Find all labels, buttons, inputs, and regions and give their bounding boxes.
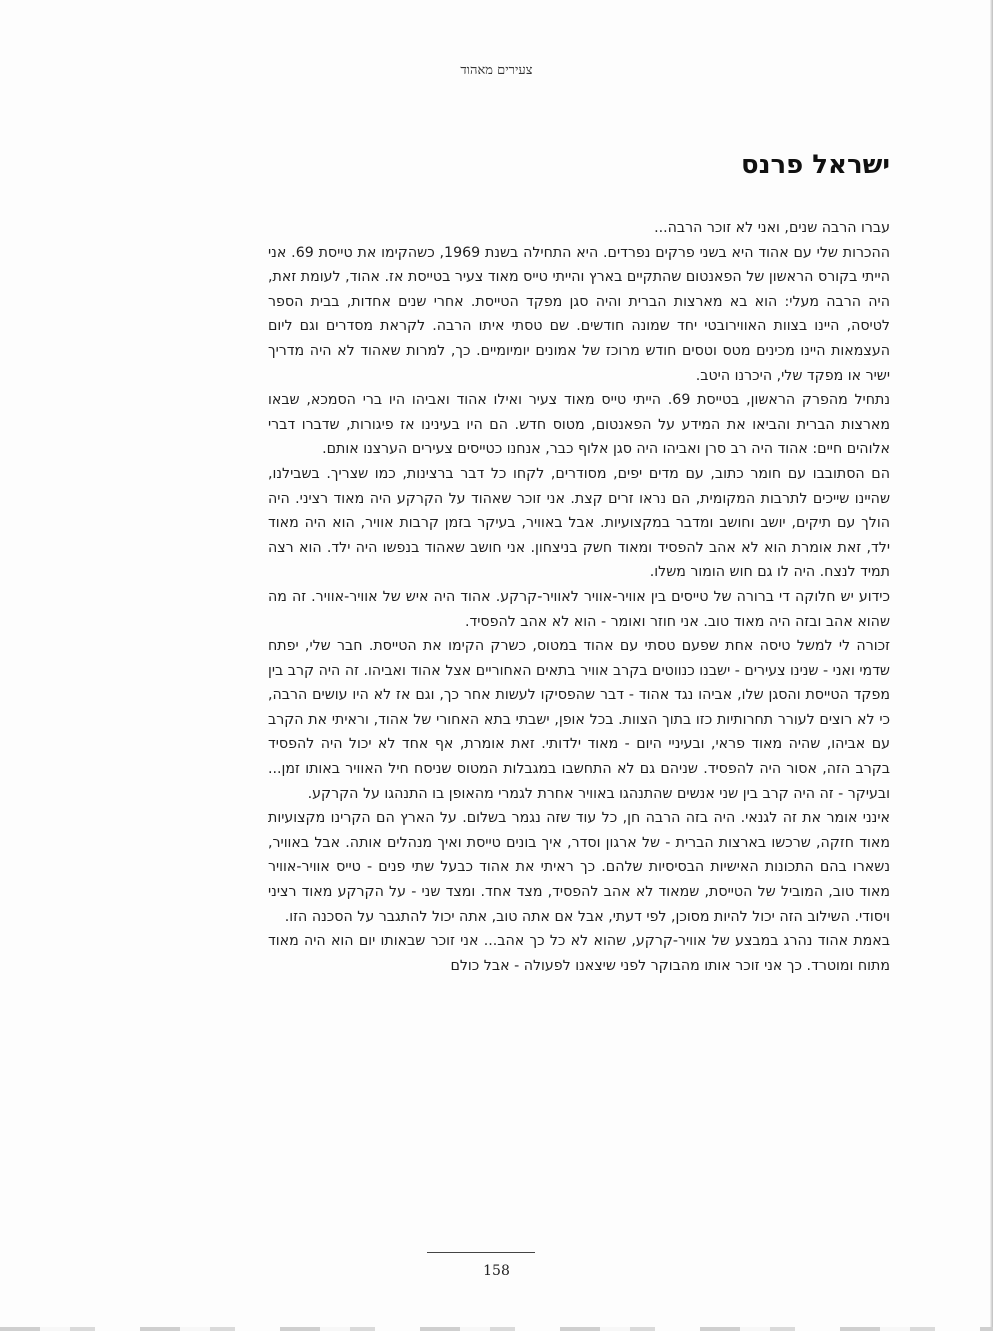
page-number: 158 [483,1263,510,1279]
paragraph: זכורה לי למשל טיסה אחת שפעם טסתי עם אהוד במטוס, כשרק הקימו את הטייסת. חבר שלי, יפתח שדמי ואני - שנינו צעירים - ישבנו כנווטים בקרב אוויר בתאים האחוריים אצל אהוד ואביהו. זה היה קרב בין מפקד הטייסת והסגן שלו, אביהו נגד אהוד - דבר שהפסיקו לעשות אחר כך, וגם אז לא היו עושים הרבה, כי לא רוצים לעורר תחרותיות כזו בתוך הצוות. בכל אופן, ישבתי בתא האחורי של אהוד, וראיתי את הקרב עם אביהו, שהיה מאוד פראי, ובעיניי היום - מאוד ילדותי. זאת אומרת, אף אחד לא יכול היה להפסיד בקרב הזה, אסור היה להפסיד. שניהם גם לא התחשבו במגבלות המטוס שניסח חיל האוויר באותו זמן... ובעיקר - זה היה קרב בין שני אנשים שהתנהגו באוויר אחרת לגמרי מהאופן בו התנהגו על הקרקע. [268,638,890,802]
paragraph: עברו הרבה שנים, ואני לא זוכר הרבה... [654,220,890,236]
footer-divider [427,1252,535,1253]
paragraph: הם הסתובבו עם חומר כתוב, עם מדים יפים, מסודרים, לקחו כל דבר ברצינות, כמו שצריך. בשבילנו, שהיינו שייכים לתרבות המקומית, הם נראו זרים קצת. אני זוכר שאהוד על הקרקע היה מאוד רציני. היה הולך עם תיקים, יושב וחושב ומדבר במקצועיות. אבל באוויר, בעיקר בזמן קרבות אוויר, הוא היה מאוד ילד, זאת אומרת הוא לא אהב להפסיד ומאוד חשק בניצחון. אני חושב שאהוד בנפשו היה ילד. הוא רצה תמיד לנצח. היה לו גם חוש הומור משלו. [268,465,890,581]
paragraph: אינני אומר את זה לגנאי. היה בזה הרבה חן, כל עוד שזה נגמר בשלום. על הארץ הם הקרינו מקצועיות מאוד חזקה, שרכשו בארצות הברית - של ארגון וסדר, איך בונים טייסת ואיך מנהלים אותה. אבל באוויר, נשארו בהם התכונות האישיות הבסיסיות שלהם. כך ראיתי את אהוד כבעל שתי פנים - טייס אוויר-אוויר מאוד טוב, המוביל של הטייסת, שמאוד לא אהב להפסיד, מצד אחד. ומצד שני - על הקרקע מאוד רציני ויסודי. השילוב הזה יכול להיות מסוכן, לפי דעתי, אבל אם אתה טוב, אתה יכול להתגבר על הסכנה הזו. [268,810,890,925]
paragraph: נתחיל מהפרק הראשון, בטייסת 69. הייתי טייס מאוד צעיר ואילו אהוד ואביהו היו ברי הסמכא, שבאו מארצות הברית והביאו את המידע על הפאנטום, מטוס חדש. הם היו בעינינו אז פיגורות, שדברו דברי אלוהים חיים: אהוד היה רב סרן ואביהו היה סגן אלוף כבר, אנחנו כטייסים צעירים הערצנו אותם. [268,392,890,458]
paragraph: ההכרות שלי עם אהוד היא בשני פרקים נפרדים. היא התחילה בשנת 1969, כשהקימו את טייסת 69. אני הייתי בקורס הראשון של הפאנטום שהתקיים בארץ והייתי טייס מאוד צעיר בטייסת אז. אהוד, לעומת זאת, היה הרבה מעלי: הוא בא מארצות הברית והיה סגן מפקד הטייסת. אחרי שנים אחדות, בבית הספר לטיסה, היינו בצוות האווירובטי יחד שמונה חודשים. שם טסתי איתו הרבה. לקראת מסדרים וגם ליום העצמאות היינו מכינים מטס וטסים חודש מרוכז של אמונים יומיומיים. כך, למרות שאהוד לא היה מדריך ישיר או מפקד שלי, היכרנו היטב. [268,244,891,384]
article-body [268,216,890,978]
running-header: צעירים מאהוד [460,63,533,78]
paragraph: באמת אהוד נהרג במבצע של אוויר-קרקע, שהוא לא כל כך אהב... אני זוכר שבאותו יום הוא היה מאוד מתוח ומוטרד. כך אני זוכר אותו מהבוקר לפני שיצאנו לפעולה - אבל כולם [268,933,890,974]
scan-edge-artifact [0,1327,993,1331]
article-title: ישראל פרנס [741,150,890,180]
paragraph: כידוע יש חלוקה די ברורה של טייסים בין אוויר-אוויר לאוויר-קרקע. אהוד היה איש של אוויר-אוויר. זה מה שהוא אהב ובזה היה מאוד טוב. אני חוזר ואומר - הוא לא אהב להפסיד. [268,588,890,630]
